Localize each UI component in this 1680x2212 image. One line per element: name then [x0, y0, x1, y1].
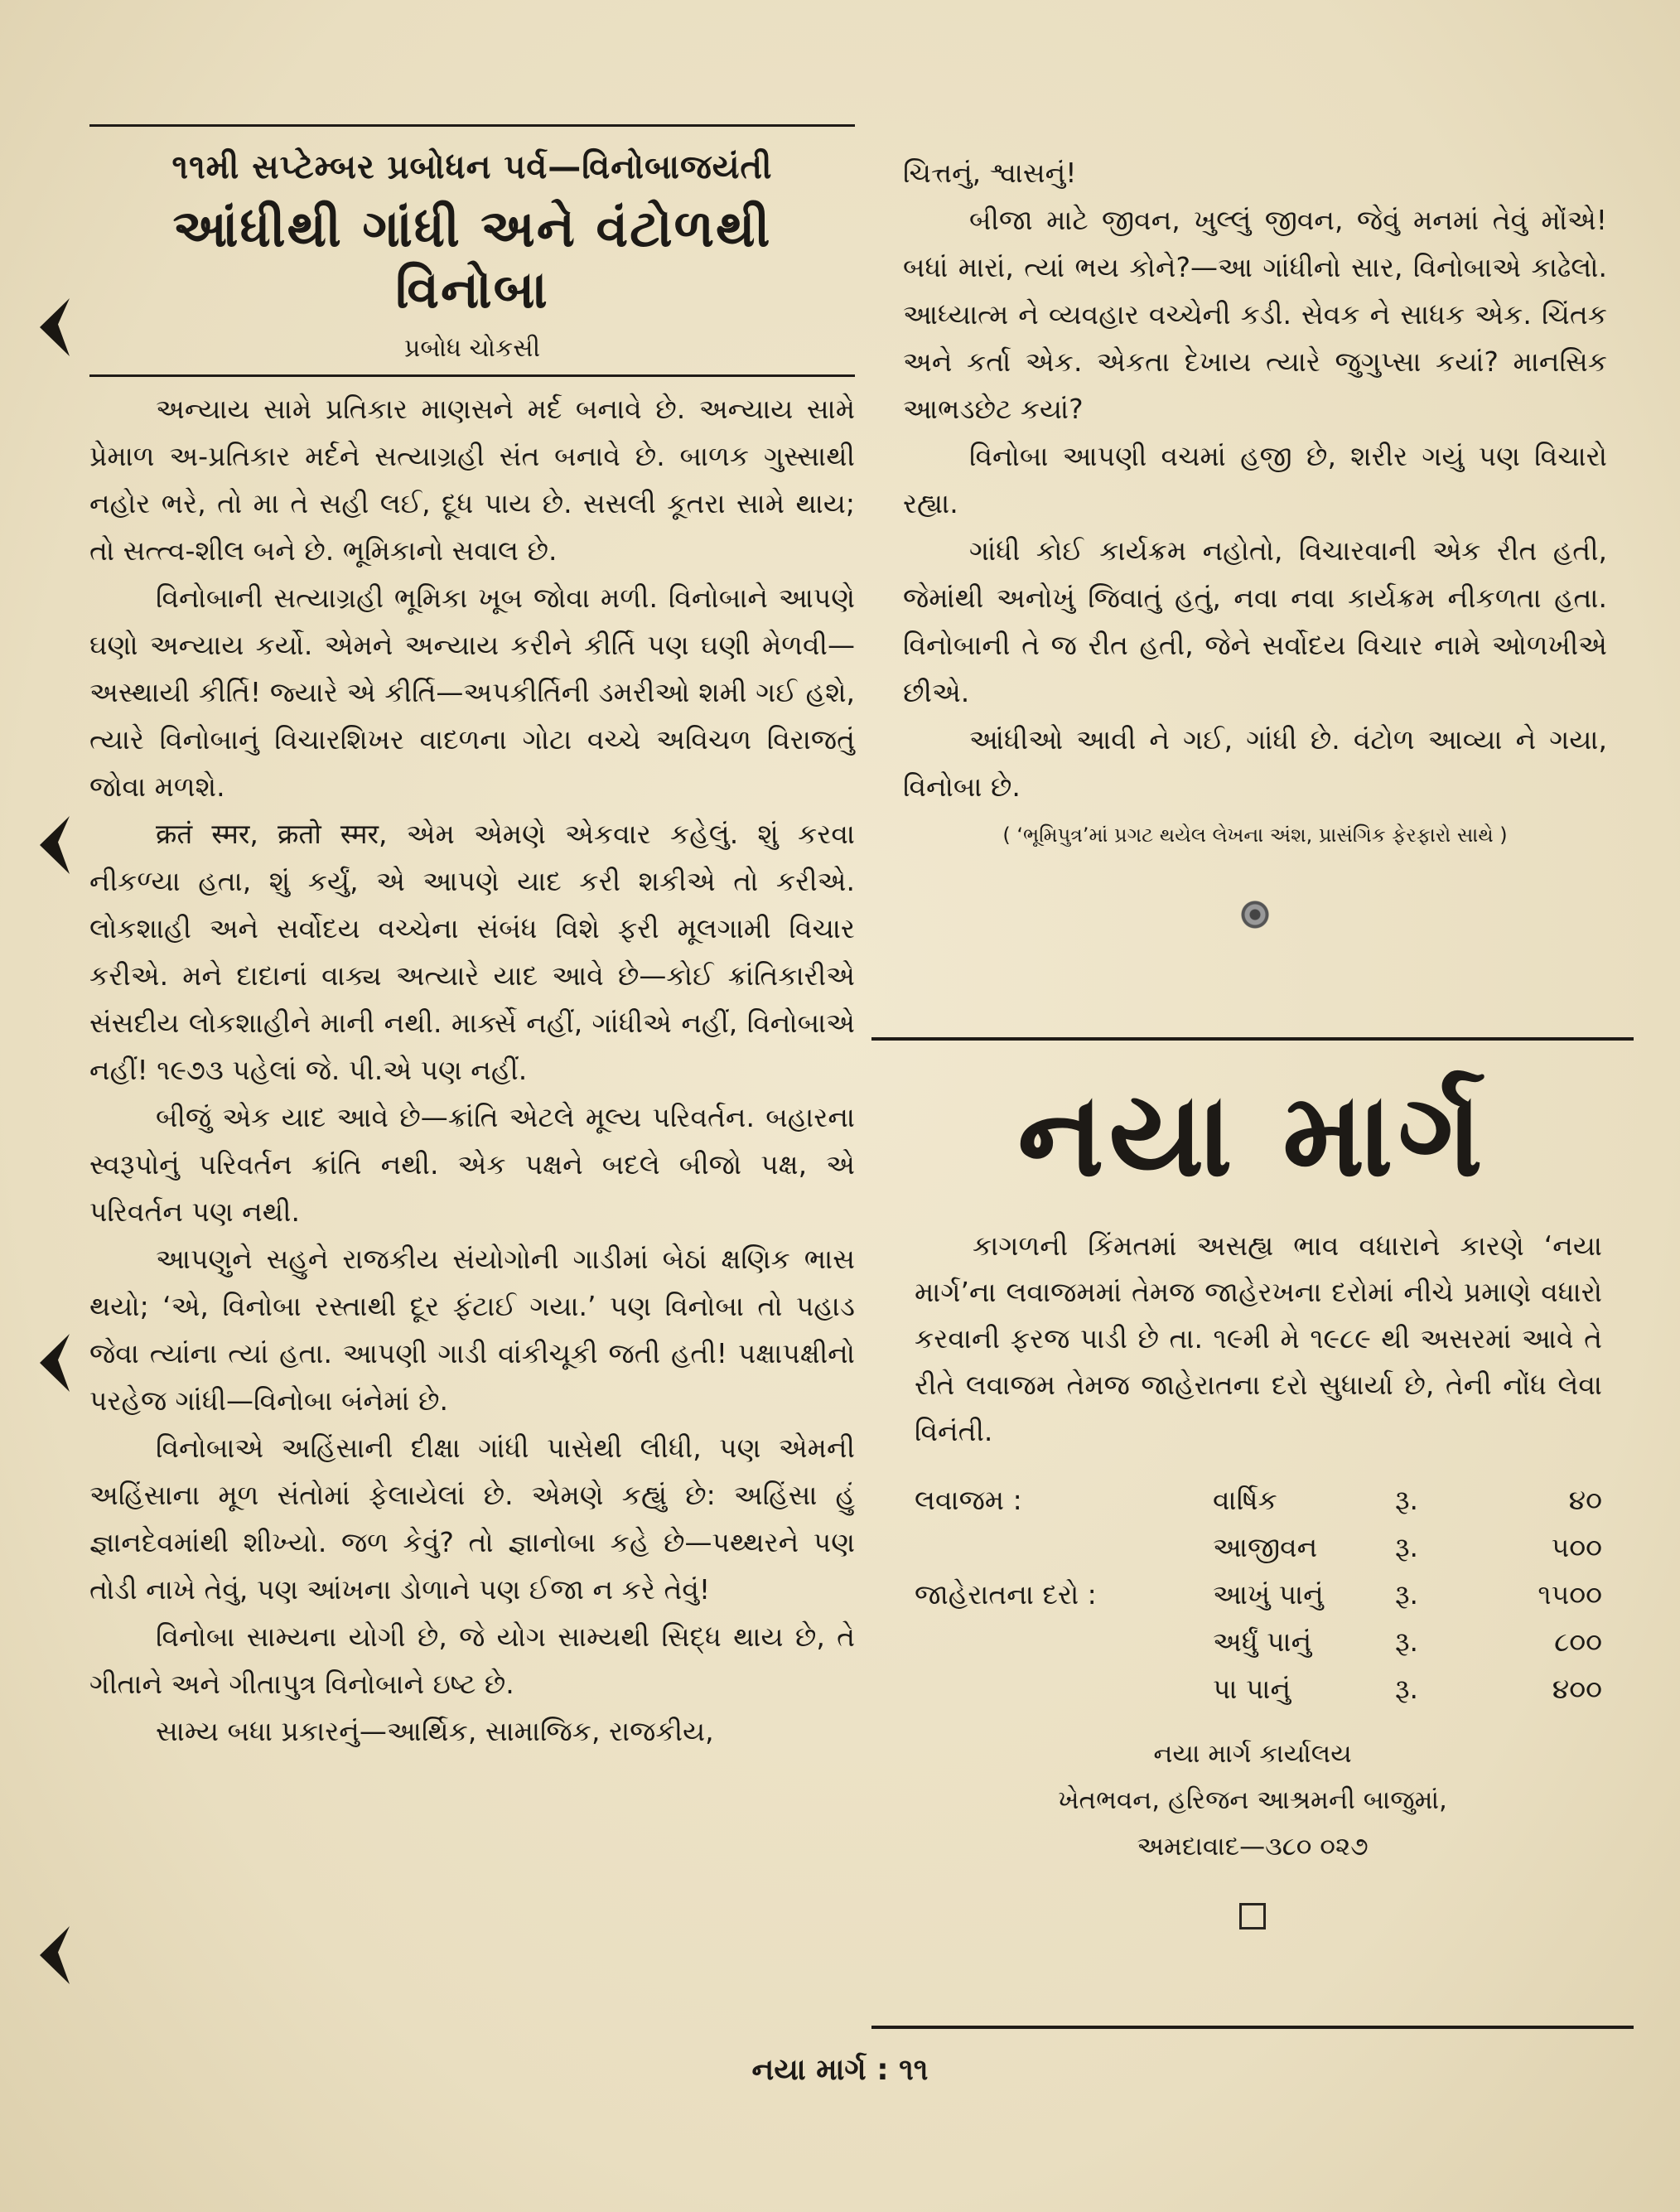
- article-title: આંધીથી ગાંધી અને વંટોળથી વિનોબા: [172, 198, 772, 320]
- article-paragraph: क्रतं स्मर, क्रतो स्मर, એમ એમણે એકવાર કહેલું. શું કરવા નીકળ્યા હતા, શું કર્યું, એ આપણે યાદ કરી શકીએ તો કરીએ. લોકશાહી અને સર્વોદય વચ્ચેના સંબંધ વિશે ફરી મૂલગામી વિચાર કરીએ. મને દાદાનાં વાક્ય અત્યારે યાદ આવે છે—કોઈ ક્રાંતિકારીએ સંસદીય લોકશાહીને માની નથી. માર્ક્સે નહીં, ગાંધીએ નહીં, વિનોબાએ નહીં! ૧૯૭૩ પહેલાં જે. પી.એ પણ નહીં.: [89, 818, 855, 1086]
- article-author: પ્રબોધ ચોકસી: [403, 334, 541, 363]
- rate-amount: ૮૦૦: [1554, 1625, 1602, 1658]
- article-paragraph: ગાંધી કોઈ કાર્યક્રમ નહોતો, વિચારવાની એક રીત હતી, જેમાંથી અનોખું જિવાતું હતું, નવા નવા કાર્યક્રમ નીકળતા હતા. વિનોબાની તે જ રીત હતી, જેને સર્વોદય વિચાર નામે ઓળખીએ છીએ.: [903, 534, 1607, 708]
- rate-type: આજીવન: [1213, 1530, 1318, 1563]
- office-address-block: [871, 1731, 1634, 1870]
- article-paragraph: બીજું એક યાદ આવે છે—ક્રાંતિ એટલે મૂલ્ય પરિવર્તન. બહારના સ્વરૂપોનું પરિવર્તન ક્રાંતિ નથી. એક પક્ષને બદલે બીજો પક્ષ, એ પરિવર્તન પણ નથી.: [89, 1101, 855, 1228]
- rate-label: [915, 1618, 1213, 1665]
- rate-type: પા પાનું: [1213, 1672, 1291, 1705]
- rate-label: લવાજમ :: [915, 1483, 1022, 1516]
- binding-hole-mark: [36, 1334, 70, 1392]
- article-paragraph: વિનોબા આપણી વચમાં હજી છે, શરીર ગયું પણ વિચારો રહ્યા.: [903, 440, 1607, 519]
- page-folio: નયા માર્ગ : ૧૧: [751, 2053, 929, 2087]
- rate-amount: ૪૦૦: [1552, 1672, 1602, 1705]
- article-paragraph: આપણુને સહુને રાજકીય સંયોગોની ગાડીમાં બેઠાં ક્ષણિક ભાસ થયો; ‘એ, વિનોબા રસ્તાથી દૂર ફંટાઈ ગયા.’ પણ વિનોબા તો પહાડ જેવા ત્યાંના ત્યાં હતા. આપણી ગાડી વાંકીચૂકી જતી હતી! પક્ષાપક્ષીનો પરહેજ ગાંધી—વિનોબા બંનેમાં છે.: [89, 1243, 855, 1417]
- article-paragraph: વિનોબાએ અહિંસાની દીક્ષા ગાંધી પાસેથી લીધી, પણ એમની અહિંસાના મૂળ સંતોમાં ફેલાયેલાં છે. એમણે કહ્યું છે: અહિંસા હું જ્ઞાનદેવમાંથી શીખ્યો. જળ કેવું? તો જ્ઞાનોબા કહે છે—પથ્થરને પણ તોડી નાખે તેવું, પણ આંખના ડોળાને પણ ઈજા ન કરે તેવું!: [89, 1432, 855, 1606]
- binding-hole-mark: [36, 816, 70, 874]
- masthead-logo: નયા માર્ગ: [1017, 1068, 1488, 1203]
- article-heading-line: ૧૧મી સપ્ટેમ્બર પ્રબોધન પર્વ—વિનોબાજયંતી: [171, 148, 773, 186]
- article-continuation: ચિત્તનું, શ્વાસનું!: [903, 157, 1077, 189]
- rates-row: [915, 1618, 1602, 1665]
- article-left-column: [89, 124, 855, 1755]
- notice-text: કાગળની કિંમતમાં અસહ્ય ભાવ વધારાને કારણે ‘નયા માર્ગ’ના લવાજમમાં તેમજ જાહેરખના દરોમાં નીચે પ્રમાણે વધારો કરવાની ફરજ પાડી છે તા. ૧૯મી મે ૧૯૮૯ થી અસરમાં આવે તે રીતે લવાજમ તેમજ જાહેરાતના દરો સુધાર્યા છે, તેની નોંધ લેવા વિનંતી.: [915, 1229, 1602, 1447]
- rate-currency: રૂ.: [1395, 1625, 1419, 1658]
- rate-label: [915, 1665, 1213, 1712]
- office-name: નયા માર્ગ કાર્યાલય: [1153, 1739, 1352, 1769]
- rate-label: જાહેરાતના દરો :: [915, 1577, 1097, 1611]
- source-note: ( ‘ભૂમિપુત્ર’માં પ્રગટ થયેલ લેખના અંશ, પ્રાસંગિક ફેરફારો સાથે ): [1002, 823, 1508, 847]
- top-rule: [89, 124, 855, 127]
- rate-amount: ૫૦૦: [1551, 1530, 1602, 1563]
- rate-currency: રૂ.: [1395, 1483, 1419, 1516]
- notice-box: [871, 1037, 1634, 1929]
- title-rule: [89, 374, 855, 377]
- rate-amount: ૪૦: [1568, 1483, 1602, 1516]
- rate-amount: ૧૫૦૦: [1538, 1577, 1602, 1611]
- article-paragraph: વિનોબાની સત્યાગ્રહી ભૂમિકા ખૂબ જોવા મળી. વિનોબાને આપણે ઘણો અન્યાય કર્યો. એમને અન્યાય કરીને કીર્તિ પણ ઘણી મેળવી—અસ્થાયી કીર્તિ! જ્યારે એ કીર્તિ—અપકીર્તિની ડમરીઓ શમી ગઈ હશે, ત્યારે વિનોબાનું વિચારશિખર વાદળના ગોટા વચ્ચે અવિચળ વિરાજતું જોવા મળશે.: [89, 582, 855, 803]
- article-paragraph: વિનોબા સામ્યના યોગી છે, જે યોગ સામ્યથી સિદ્ધ થાય છે, તે ગીતાને અને ગીતાપુત્ર વિનોબાને ઇષ્ટ છે.: [89, 1620, 855, 1700]
- article-right-column: [903, 149, 1607, 931]
- ornament-icon: [1238, 898, 1272, 931]
- rates-table: [915, 1476, 1602, 1712]
- rates-row: [915, 1524, 1602, 1571]
- binding-hole-mark: [36, 298, 70, 356]
- article-paragraph: બીજા માટે જીવન, ખુલ્લું જીવન, જેવું મનમાં તેવું મોંએ! બધાં મારાં, ત્યાં ભય કોને?—આ ગાંધીનો સાર, વિનોબાએ કાઢેલો. આધ્યાત્મ ને વ્યવહાર વચ્ચેની કડી. સેવક ને સાધક એક. ચિંતક અને કર્તા એક. એકતા દેખાય ત્યારે જુગુપ્સા કયાં? માનસિક આભડછેટ કયાં?: [903, 204, 1607, 425]
- rates-row: [915, 1571, 1602, 1618]
- rates-row: [915, 1476, 1602, 1524]
- binding-hole-mark: [36, 1926, 70, 1984]
- rate-currency: રૂ.: [1395, 1530, 1419, 1563]
- rates-row: [915, 1665, 1602, 1712]
- article-paragraph: સામ્ય બધા પ્રકારનું—આર્થિક, સામાજિક, રાજકીય,: [156, 1715, 714, 1747]
- office-city: અમદાવાદ—૩૮૦ ૦૨૭: [1137, 1832, 1369, 1862]
- article-paragraph: અન્યાય સામે પ્રતિકાર માણસને મર્દ બનાવે છે. અન્યાય સામે પ્રેમાળ અ-પ્રતિકાર મર્દને સત્યાગ્રહી સંત બનાવે છે. બાળક ગુસ્સાથી નહોર ભરે, તો મા તે સહી લઈ, દૂધ પાય છે. સસલી કૂતરા સામે થાય; તો સત્ત્વ-શીલ બને છે. ભૂમિકાનો સવાલ છે.: [89, 393, 855, 567]
- article-paragraph: આંધીઓ આવી ને ગઈ, ગાંધી છે. વંટોળ આવ્યા ને ગયા, વિનોબા છે.: [903, 723, 1607, 803]
- rate-currency: રૂ.: [1395, 1672, 1419, 1705]
- notice-bottom-rule: [871, 2026, 1634, 2029]
- end-square-icon: [1239, 1903, 1266, 1929]
- notice-text-block: [871, 1223, 1634, 1455]
- rate-currency: રૂ.: [1395, 1577, 1419, 1611]
- rate-type: અર્ધું પાનું: [1213, 1625, 1312, 1658]
- rate-type: આખું પાનું: [1213, 1577, 1324, 1611]
- office-address: ખેતભવન, હરિજન આશ્રમની બાજુમાં,: [1058, 1785, 1447, 1815]
- rate-type: વાર્ષિક: [1213, 1483, 1277, 1516]
- rate-label: [915, 1524, 1213, 1571]
